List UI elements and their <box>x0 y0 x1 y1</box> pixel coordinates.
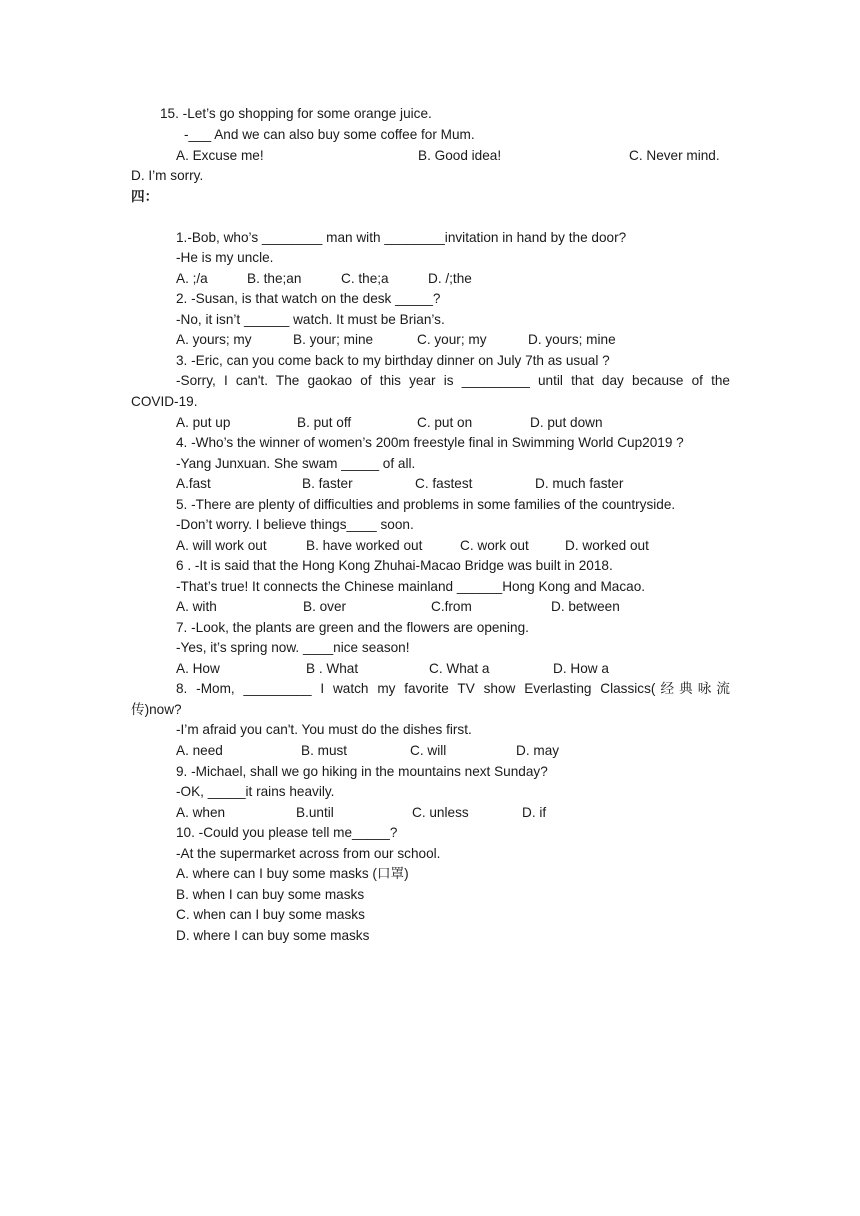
option-c: C. will <box>410 743 447 758</box>
q2-stem: 2. -Susan, is that watch on the desk _____? <box>176 291 441 306</box>
q10-option-b: B. when I can buy some masks <box>176 887 365 902</box>
option-b: B. have worked out <box>306 538 423 553</box>
option-a: A. put up <box>176 415 231 430</box>
option-b: B. faster <box>302 476 353 491</box>
option-b: B. Good idea! <box>418 148 502 163</box>
option-d: D. worked out <box>565 538 649 553</box>
q9-reply: -OK, _____it rains heavily. <box>176 784 335 799</box>
option-c: C. work out <box>460 538 529 553</box>
option-c: C. your; my <box>417 332 487 347</box>
option-c: C. Never mind. <box>629 148 720 163</box>
option-c: C.from <box>431 599 472 614</box>
option-b: B. must <box>301 743 348 758</box>
option-c: C. put on <box>417 415 473 430</box>
q8-reply: -I’m afraid you can't. You must do the dishes first. <box>176 722 472 737</box>
q15-reply: -___ And we can also buy some coffee for Mum. <box>184 127 475 142</box>
option-a: A. with <box>176 599 217 614</box>
q9-stem: 9. -Michael, shall we go hiking in the mountains next Sunday? <box>176 764 548 779</box>
option-d: D. if <box>522 805 547 820</box>
q7-reply: -Yes, it’s spring now. ____nice season! <box>176 640 410 655</box>
option-a: A. need <box>176 743 223 758</box>
q4-reply: -Yang Junxuan. She swam _____ of all. <box>176 456 416 471</box>
section-heading: 四： <box>131 189 159 204</box>
option-d: D. put down <box>530 415 603 430</box>
option-b: B. your; mine <box>293 332 374 347</box>
q5-reply: -Don’t worry. I believe things____ soon. <box>176 517 414 532</box>
q3-reply-line1: -Sorry, I can't. The gaokao of this year is _________ until that day because of the <box>176 373 730 388</box>
option-b: B.until <box>296 805 334 820</box>
option-b: B. over <box>303 599 347 614</box>
q6-reply: -That’s true! It connects the Chinese mainland ______Hong Kong and Macao. <box>176 579 646 594</box>
option-b: B. the;an <box>247 271 302 286</box>
q1-stem: 1.-Bob, who’s ________ man with ________invitation in hand by the door? <box>176 230 627 245</box>
q10-option-d: D. where I can buy some masks <box>176 928 370 943</box>
option-d: D. between <box>551 599 620 614</box>
option-b: B. put off <box>297 415 352 430</box>
q10-reply: -At the supermarket across from our school. <box>176 846 441 861</box>
q15-option-d: D. I’m sorry. <box>131 168 204 183</box>
q10-option-a: A. where can I buy some masks (口罩) <box>176 866 409 881</box>
q8-stem-line1: 8. -Mom, _________ I watch my favorite TV show Everlasting Classics(经典咏流 <box>176 681 730 696</box>
q3-reply-line2: COVID-19. <box>131 394 198 409</box>
q6-stem: 6 . -It is said that the Hong Kong Zhuhai-Macao Bridge was built in 2018. <box>176 558 613 573</box>
q3-stem: 3. -Eric, can you come back to my birthday dinner on July 7th as usual ? <box>176 353 610 368</box>
option-a: A. will work out <box>176 538 267 553</box>
q10-option-c: C. when can I buy some masks <box>176 907 365 922</box>
option-d: D. /;the <box>428 271 472 286</box>
option-d: D. much faster <box>535 476 624 491</box>
option-c: C. What a <box>429 661 490 676</box>
option-d: D. How a <box>553 661 609 676</box>
option-d: D. may <box>516 743 560 758</box>
q4-stem: 4. -Who’s the winner of women’s 200m freestyle final in Swimming World Cup2019 ? <box>176 435 684 450</box>
q5-stem: 5. -There are plenty of difficulties and problems in some families of the countryside. <box>176 497 676 512</box>
q1-reply: -He is my uncle. <box>176 250 274 265</box>
q15-stem: 15. -Let’s go shopping for some orange juice. <box>160 106 432 121</box>
option-c: C. the;a <box>341 271 389 286</box>
q7-stem: 7. -Look, the plants are green and the flowers are opening. <box>176 620 529 635</box>
option-c: C. fastest <box>415 476 473 491</box>
option-b: B . What <box>306 661 359 676</box>
q2-reply: -No, it isn’t ______ watch. It must be Brian’s. <box>176 312 445 327</box>
option-c: C. unless <box>412 805 469 820</box>
option-a: A. ;/a <box>176 271 208 286</box>
option-a: A. How <box>176 661 220 676</box>
q8-stem-line2: 传)now? <box>131 702 182 717</box>
option-a: A. Excuse me! <box>176 148 264 163</box>
option-a: A. when <box>176 805 226 820</box>
q10-stem: 10. -Could you please tell me_____? <box>176 825 398 840</box>
option-a: A.fast <box>176 476 211 491</box>
option-d: D. yours; mine <box>528 332 616 347</box>
option-a: A. yours; my <box>176 332 252 347</box>
